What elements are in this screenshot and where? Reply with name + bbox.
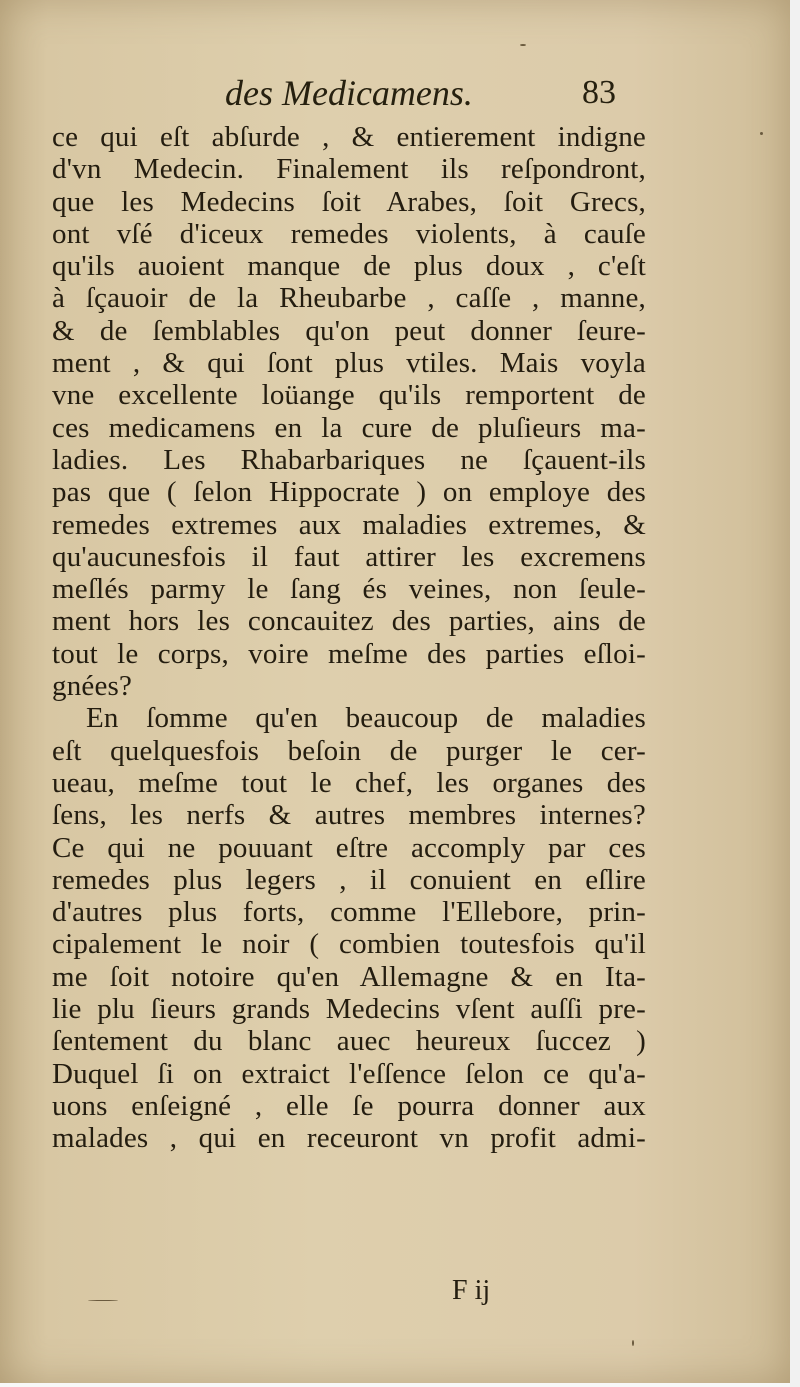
ink-speck — [632, 1340, 634, 1346]
text-line: ment hors les concauitez des parties, ains de — [52, 605, 646, 638]
text-line: ont vſé d'iceux remedes violents, à cauſe — [52, 217, 646, 250]
running-title: des Medicamens. — [225, 73, 473, 113]
text-line: lie plu ſieurs grands Medecins vſent auſſi pre- — [52, 993, 646, 1026]
signature-mark: F ij — [452, 1275, 491, 1306]
text-line: tout le corps, voire meſme des parties eſloi- — [52, 637, 646, 670]
body-text — [52, 121, 646, 1155]
text-line: ſens, les nerfs & autres membres internes? — [52, 799, 646, 832]
text-line: meſlés parmy le ſang és veines, non ſeule- — [52, 573, 646, 606]
text-line: remedes plus legers , il conuient en eſlire — [52, 863, 646, 896]
text-line: Duquel ſi on extraict l'eſſence ſelon ce qu'a- — [52, 1057, 646, 1090]
text-line: ladies. Les Rhabarbariques ne ſçauent-ils — [52, 443, 646, 476]
text-line: ment , & qui ſont plus vtiles. Mais voyla — [52, 347, 646, 380]
text-line: uons enſeigné , elle ſe pourra donner aux — [52, 1089, 646, 1122]
text-line: remedes extremes aux maladies extremes, & — [52, 508, 646, 541]
ink-speck — [88, 1300, 118, 1301]
scan-margin — [790, 0, 800, 1387]
text-line: ce qui eſt abſurde , & entierement indigne — [52, 121, 646, 153]
text-line: ſentement du blanc auec heureux ſuccez ) — [52, 1025, 646, 1058]
text-line: En ſomme qu'en beaucoup de maladies — [86, 702, 646, 735]
ink-speck — [520, 44, 526, 46]
ink-speck — [760, 132, 763, 135]
text-line: que les Medecins ſoit Arabes, ſoit Grecs, — [52, 185, 646, 218]
text-line: malades , qui en receuront vn profit admi- — [52, 1122, 646, 1155]
text-line: ces medicamens en la cure de pluſieurs ma- — [52, 411, 646, 444]
text-line: cipalement le noir ( combien toutesfois qu'il — [52, 928, 646, 961]
text-line: qu'ils auoient manque de plus doux , c'eſt — [52, 250, 646, 283]
text-line: qu'aucunesfois il faut attirer les excremens — [52, 540, 646, 573]
text-line: Ce qui ne pouuant eſtre accomply par ces — [52, 831, 646, 864]
text-line: eſt quelquesfois beſoin de purger le cer- — [52, 734, 646, 767]
text-line: d'vn Medecin. Finalement ils reſpondront, — [52, 153, 646, 186]
text-line: & de ſemblables qu'on peut donner ſeure- — [52, 314, 646, 347]
text-line: vne excellente loüange qu'ils remportent de — [52, 379, 646, 412]
text-line: gnées? — [52, 670, 133, 703]
text-line: à ſçauoir de la Rheubarbe , caſſe , manne, — [52, 282, 646, 315]
text-line: me ſoit notoire qu'en Allemagne & en Ita- — [52, 960, 646, 993]
text-line: pas que ( ſelon Hippocrate ) on employe des — [52, 476, 646, 509]
text-line: d'autres plus forts, comme l'Ellebore, prin- — [52, 896, 646, 929]
text-line: ueau, meſme tout le chef, les organes des — [52, 766, 646, 799]
page-number: 83 — [582, 74, 616, 111]
page-header — [60, 68, 650, 124]
